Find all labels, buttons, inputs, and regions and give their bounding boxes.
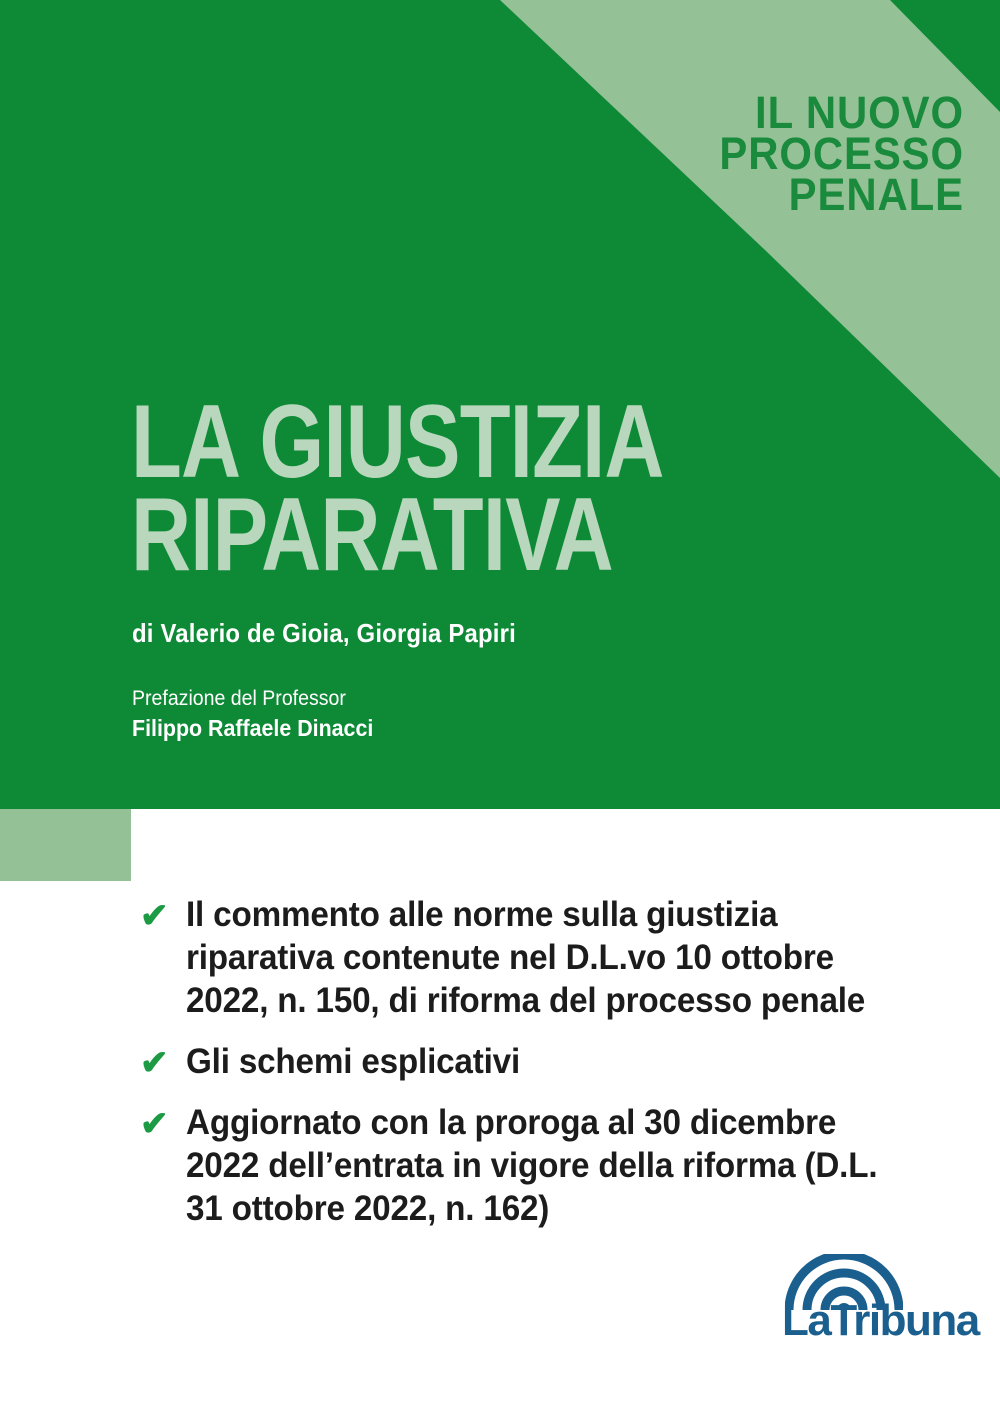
preface-label: Prefazione del Professor <box>132 687 346 710</box>
preface-credit <box>132 685 373 743</box>
check-icon: ✔ <box>140 1105 169 1143</box>
feature-bullet-text: Il commento alle norme sulla giustizia riparativa contenute nel D.L.vo 10 ottobre 2022, n. 150, di riforma del processo penale <box>186 895 866 1020</box>
feature-bullet-text: Aggiornato con la proroga al 30 dicembre 2022 dell’entrata in vigore della riforma (D.L. 31 ottobre 2022, n. 162) <box>186 1103 878 1228</box>
feature-bullet-item <box>140 893 950 1022</box>
accent-block-graphic <box>0 809 131 881</box>
publisher-name: LaTribuna <box>782 1296 979 1345</box>
authors-line: di Valerio de Gioia, Giorgia Papiri <box>132 618 516 648</box>
series-title <box>443 87 964 220</box>
book-title-line-2: RIPARATIVA <box>131 477 613 593</box>
preface-author-name: Filippo Raffaele Dinacci <box>132 715 374 741</box>
check-icon: ✔ <box>140 1044 169 1082</box>
feature-bullet-text: Gli schemi esplicativi <box>186 1042 521 1081</box>
check-icon: ✔ <box>140 897 169 935</box>
feature-bullet-list <box>140 893 950 1248</box>
series-title-line-2: PROCESSO <box>719 128 964 179</box>
book-title-line-1: LA GIUSTIZIA <box>131 384 664 500</box>
book-title <box>131 384 739 593</box>
series-title-line-1: IL NUOVO <box>755 87 964 138</box>
series-title-line-3: PENALE <box>788 169 964 220</box>
feature-bullet-item <box>140 1101 950 1230</box>
feature-bullet-item <box>140 1040 950 1083</box>
publisher-logo <box>782 1254 979 1349</box>
